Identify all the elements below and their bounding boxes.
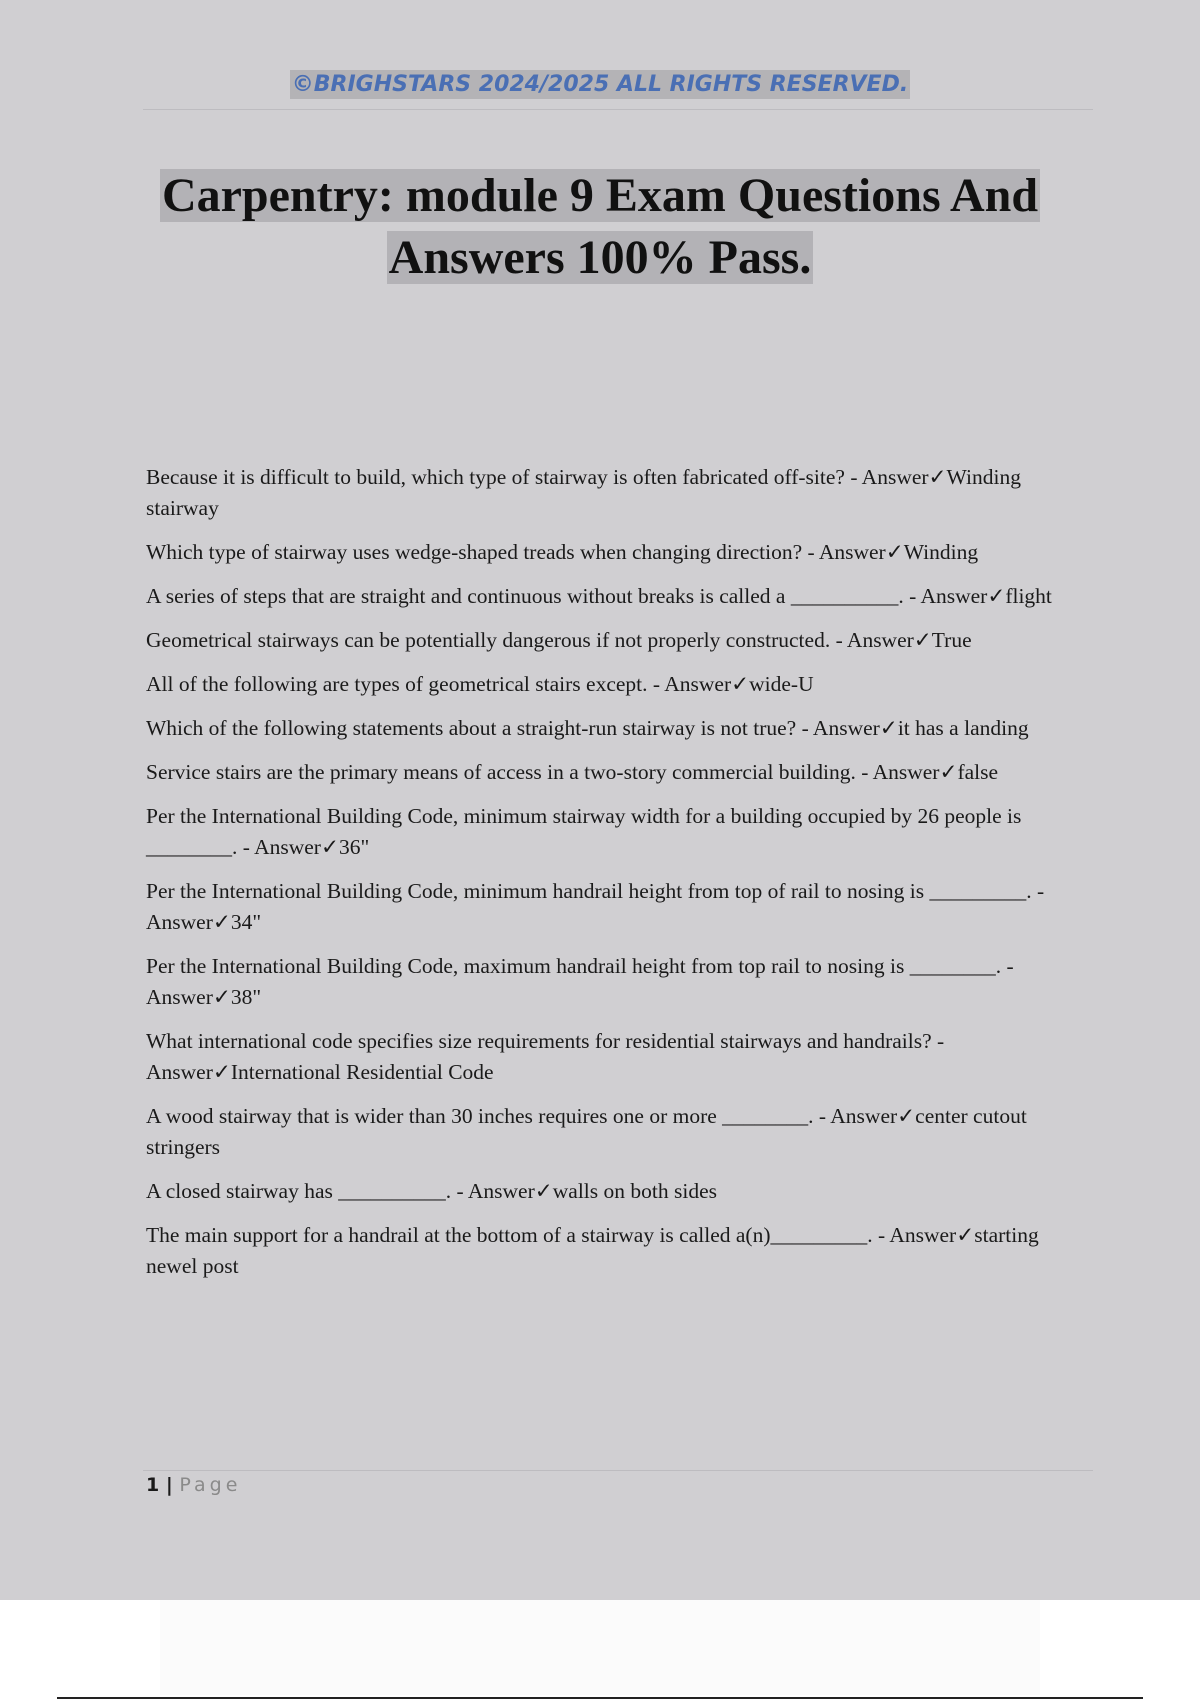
header-divider	[143, 109, 1093, 110]
footer-separator: |	[159, 1474, 180, 1496]
qa-item: All of the following are types of geometrical stairs except. - Answer✓wide-U	[146, 672, 814, 696]
qa-list	[146, 462, 1086, 1295]
qa-item: The main support for a handrail at the bottom of a stairway is called a(n)_________. - Answer✓starting newel post	[146, 1223, 1039, 1278]
qa-item: What international code specifies size requirements for residential stairways and handrails? - Answer✓International Residential Code	[146, 1029, 945, 1084]
next-page-panel	[160, 1600, 1040, 1695]
document-title	[0, 165, 1200, 289]
qa-item: Per the International Building Code, minimum stairway width for a building occupied by 26 people is ________. - Answer✓36"	[146, 804, 1022, 859]
page-number: 1	[146, 1474, 160, 1496]
qa-item: Because it is difficult to build, which type of stairway is often fabricated off-site? - Answer✓Winding stairway	[146, 465, 1021, 520]
page-word: Page	[179, 1474, 242, 1496]
copyright-header	[0, 72, 1200, 97]
copyright-text: ©BRIGHSTARS 2024/2025 ALL RIGHTS RESERVED.	[291, 72, 909, 97]
qa-item: A wood stairway that is wider than 30 inches requires one or more ________. - Answer✓center cutout stringers	[146, 1104, 1027, 1159]
qa-item: A series of steps that are straight and continuous without breaks is called a __________. - Answer✓flight	[146, 584, 1052, 608]
title-line-1: Carpentry: module 9 Exam Questions And	[161, 169, 1039, 222]
qa-item: Service stairs are the primary means of access in a two-story commercial building. - Answer✓false	[146, 760, 999, 784]
qa-item: Geometrical stairways can be potentially dangerous if not properly constructed. - Answer✓True	[146, 628, 972, 652]
footer-divider	[143, 1470, 1093, 1471]
qa-item: Per the International Building Code, minimum handrail height from top of rail to nosing is _________. - Answer✓34"	[146, 879, 1045, 934]
qa-item: Which type of stairway uses wedge-shaped treads when changing direction? - Answer✓Winding	[146, 540, 979, 564]
qa-item: Per the International Building Code, maximum handrail height from top rail to nosing is ________. - Answer✓38"	[146, 954, 1014, 1009]
bottom-rule	[57, 1697, 1143, 1699]
page-footer	[146, 1474, 241, 1496]
qa-item: A closed stairway has __________. - Answer✓walls on both sides	[146, 1179, 717, 1203]
title-line-2: Answers 100% Pass.	[388, 231, 812, 284]
qa-item: Which of the following statements about a straight-run stairway is not true? - Answer✓it has a landing	[146, 716, 1029, 740]
